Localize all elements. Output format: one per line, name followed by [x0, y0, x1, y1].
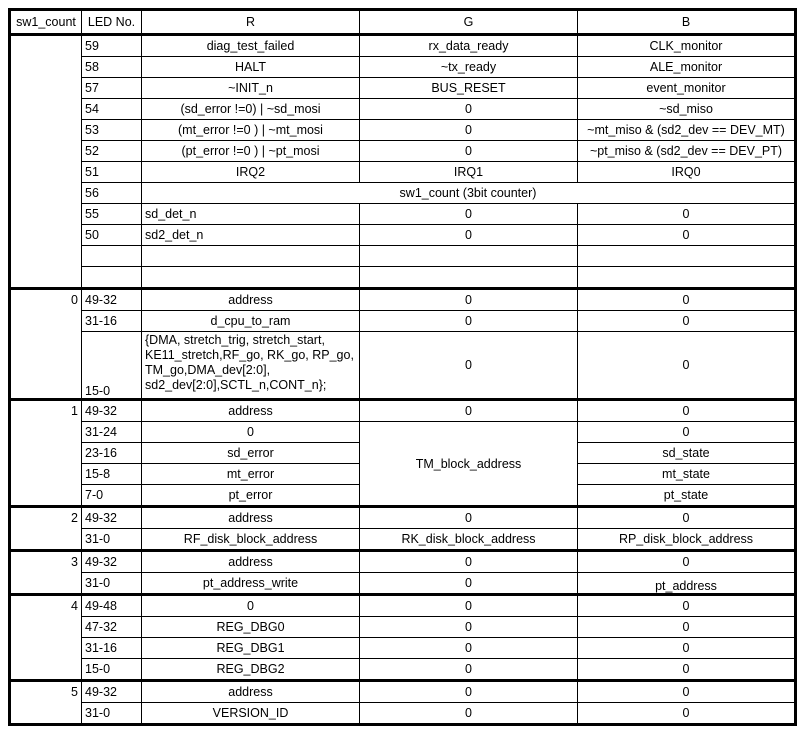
header-r[interactable]: R [142, 10, 360, 35]
table-row [10, 57, 796, 78]
spreadsheet [8, 8, 797, 726]
sw1-count-cell[interactable]: 0 [10, 289, 82, 400]
empty-cell[interactable] [578, 246, 796, 267]
r-cell[interactable]: sd_det_n [142, 204, 360, 225]
r-cell[interactable]: pt_error [142, 485, 360, 507]
header-sw1-count[interactable]: sw1_count [10, 10, 82, 35]
g-cell[interactable]: 0 [360, 141, 578, 162]
b-cell[interactable]: 0 [578, 332, 796, 400]
count-cell-top[interactable] [10, 35, 82, 289]
b-cell[interactable]: ~mt_miso & (sd2_dev == DEV_MT) [578, 120, 796, 141]
table-row [10, 289, 796, 311]
led-cell[interactable]: 31-0 [82, 529, 142, 551]
led-cell[interactable]: 58 [82, 57, 142, 78]
b-cell[interactable]: RP_disk_block_address [578, 529, 796, 551]
table-row [10, 507, 796, 529]
led-cell[interactable]: 49-32 [82, 400, 142, 422]
r-cell[interactable]: (mt_error !=0 ) | ~mt_mosi [142, 120, 360, 141]
r-cell[interactable]: REG_DBG0 [142, 617, 360, 638]
b-cell[interactable]: 0 [578, 422, 796, 443]
empty-cell[interactable] [142, 267, 360, 289]
g-cell[interactable]: ~tx_ready [360, 57, 578, 78]
b-cell[interactable]: pt_address [578, 573, 796, 595]
g-cell[interactable]: rx_data_ready [360, 35, 578, 57]
b-cell[interactable]: 0 [578, 551, 796, 573]
led-cell[interactable]: 55 [82, 204, 142, 225]
b-cell[interactable]: 0 [578, 595, 796, 617]
g-cell[interactable]: 0 [360, 703, 578, 725]
b-cell[interactable]: 0 [578, 400, 796, 422]
r-cell[interactable]: REG_DBG1 [142, 638, 360, 659]
b-cell[interactable]: 0 [578, 638, 796, 659]
g-cell[interactable]: 0 [360, 551, 578, 573]
table-row [10, 35, 796, 57]
table-row [10, 141, 796, 162]
led-cell[interactable]: 15-0 [82, 332, 142, 400]
table-row [10, 551, 796, 573]
table-row [10, 595, 796, 617]
empty-cell[interactable] [82, 267, 142, 289]
table-row [10, 78, 796, 99]
b-cell[interactable]: 0 [578, 507, 796, 529]
r-cell[interactable]: {DMA, stretch_trig, stretch_start, KE11_stretch,RF_go, RK_go, RP_go, TM_go,DMA_dev[2:0], sd2_dev[2:0],SCTL_n,CONT_n}; [142, 332, 360, 400]
merged-cell[interactable]: sw1_count (3bit counter) [142, 183, 796, 204]
r-cell[interactable]: pt_address_write [142, 573, 360, 595]
g-cell[interactable]: 0 [360, 289, 578, 311]
b-cell[interactable]: CLK_monitor [578, 35, 796, 57]
table-row [10, 703, 796, 725]
g-cell[interactable]: 0 [360, 659, 578, 681]
g-cell[interactable]: RK_disk_block_address [360, 529, 578, 551]
sw1-count-cell[interactable]: 3 [10, 551, 82, 595]
led-mapping-table [8, 8, 797, 726]
b-cell[interactable]: 0 [578, 617, 796, 638]
b-cell[interactable]: ~sd_miso [578, 99, 796, 120]
table-row [10, 659, 796, 681]
b-cell[interactable]: pt_state [578, 485, 796, 507]
b-cell[interactable]: 0 [578, 204, 796, 225]
led-cell[interactable]: 15-8 [82, 464, 142, 485]
table-row [10, 162, 796, 183]
led-cell[interactable]: 57 [82, 78, 142, 99]
led-cell[interactable]: 49-32 [82, 289, 142, 311]
r-cell[interactable]: address [142, 289, 360, 311]
b-cell[interactable]: 0 [578, 311, 796, 332]
b-cell[interactable]: 0 [578, 225, 796, 246]
table-row [10, 617, 796, 638]
g-cell[interactable]: 0 [360, 573, 578, 595]
table-row [10, 400, 796, 422]
table-row [10, 99, 796, 120]
r-cell[interactable]: (sd_error !=0) | ~sd_mosi [142, 99, 360, 120]
g-cell[interactable]: 0 [360, 120, 578, 141]
empty-cell[interactable] [360, 267, 578, 289]
led-cell[interactable]: 31-24 [82, 422, 142, 443]
led-cell[interactable]: 31-16 [82, 638, 142, 659]
g-cell[interactable]: 0 [360, 595, 578, 617]
r-cell[interactable]: sd_error [142, 443, 360, 464]
table-row [10, 638, 796, 659]
header-g[interactable]: G [360, 10, 578, 35]
empty-cell[interactable] [82, 246, 142, 267]
g-cell[interactable]: IRQ1 [360, 162, 578, 183]
r-cell[interactable]: RF_disk_block_address [142, 529, 360, 551]
led-cell[interactable]: 49-32 [82, 551, 142, 573]
b-cell[interactable]: ~pt_miso & (sd2_dev == DEV_PT) [578, 141, 796, 162]
empty-row [10, 267, 796, 289]
r-cell[interactable]: d_cpu_to_ram [142, 311, 360, 332]
g-cell[interactable]: 0 [360, 507, 578, 529]
g-cell[interactable]: 0 [360, 617, 578, 638]
r-cell[interactable]: 0 [142, 422, 360, 443]
table-row [10, 225, 796, 246]
sw1-count-cell[interactable]: 4 [10, 595, 82, 681]
b-cell[interactable]: ALE_monitor [578, 57, 796, 78]
led-cell[interactable]: 47-32 [82, 617, 142, 638]
tm-block-address-cell[interactable]: TM_block_address [360, 422, 578, 507]
table-row [10, 311, 796, 332]
table-row [10, 681, 796, 703]
header-b[interactable]: B [578, 10, 796, 35]
table-row [10, 422, 796, 443]
g-cell[interactable]: 0 [360, 332, 578, 400]
g-cell[interactable]: 0 [360, 681, 578, 703]
g-cell[interactable]: 0 [360, 400, 578, 422]
header-led-no[interactable]: LED No. [82, 10, 142, 35]
r-cell[interactable]: 0 [142, 595, 360, 617]
r-cell[interactable]: HALT [142, 57, 360, 78]
led-cell[interactable]: 15-0 [82, 659, 142, 681]
r-cell[interactable]: VERSION_ID [142, 703, 360, 725]
b-cell[interactable]: 0 [578, 681, 796, 703]
g-cell[interactable]: 0 [360, 311, 578, 332]
b-cell[interactable]: event_monitor [578, 78, 796, 99]
led-cell[interactable]: 49-32 [82, 507, 142, 529]
sw1-count-cell[interactable]: 5 [10, 681, 82, 725]
empty-cell[interactable] [142, 246, 360, 267]
header-row [10, 10, 796, 35]
g-cell[interactable]: 0 [360, 99, 578, 120]
b-cell[interactable]: 0 [578, 703, 796, 725]
table-row [10, 529, 796, 551]
table-row [10, 204, 796, 225]
b-cell[interactable]: 0 [578, 659, 796, 681]
b-cell[interactable]: sd_state [578, 443, 796, 464]
table-row [10, 183, 796, 204]
b-cell[interactable]: 0 [578, 289, 796, 311]
led-cell[interactable]: 53 [82, 120, 142, 141]
sw1-count-cell[interactable]: 1 [10, 400, 82, 507]
r-cell[interactable]: (pt_error !=0 ) | ~pt_mosi [142, 141, 360, 162]
led-cell[interactable]: 31-16 [82, 311, 142, 332]
led-cell[interactable]: 7-0 [82, 485, 142, 507]
empty-cell[interactable] [360, 246, 578, 267]
r-cell[interactable]: REG_DBG2 [142, 659, 360, 681]
g-cell[interactable]: 0 [360, 638, 578, 659]
b-cell[interactable]: mt_state [578, 464, 796, 485]
r-cell[interactable]: ~INIT_n [142, 78, 360, 99]
g-cell[interactable]: 0 [360, 225, 578, 246]
led-cell[interactable]: 31-0 [82, 703, 142, 725]
led-cell[interactable]: 54 [82, 99, 142, 120]
led-cell[interactable]: 56 [82, 183, 142, 204]
r-cell[interactable]: address [142, 507, 360, 529]
r-cell[interactable]: IRQ2 [142, 162, 360, 183]
b-cell[interactable]: IRQ0 [578, 162, 796, 183]
table-row [10, 573, 796, 595]
r-cell[interactable]: address [142, 681, 360, 703]
led-cell[interactable]: 50 [82, 225, 142, 246]
led-cell[interactable]: 23-16 [82, 443, 142, 464]
table-row [10, 120, 796, 141]
empty-row [10, 246, 796, 267]
led-cell[interactable]: 31-0 [82, 573, 142, 595]
r-cell[interactable]: mt_error [142, 464, 360, 485]
g-cell[interactable]: 0 [360, 204, 578, 225]
led-cell[interactable]: 52 [82, 141, 142, 162]
r-cell[interactable]: address [142, 400, 360, 422]
led-cell[interactable]: 49-48 [82, 595, 142, 617]
empty-cell[interactable] [578, 267, 796, 289]
led-cell[interactable]: 59 [82, 35, 142, 57]
sw1-count-cell[interactable]: 2 [10, 507, 82, 551]
led-cell[interactable]: 51 [82, 162, 142, 183]
g-cell[interactable]: BUS_RESET [360, 78, 578, 99]
table-row [10, 332, 796, 400]
r-cell[interactable]: sd2_det_n [142, 225, 360, 246]
led-cell[interactable]: 49-32 [82, 681, 142, 703]
r-cell[interactable]: diag_test_failed [142, 35, 360, 57]
r-cell[interactable]: address [142, 551, 360, 573]
